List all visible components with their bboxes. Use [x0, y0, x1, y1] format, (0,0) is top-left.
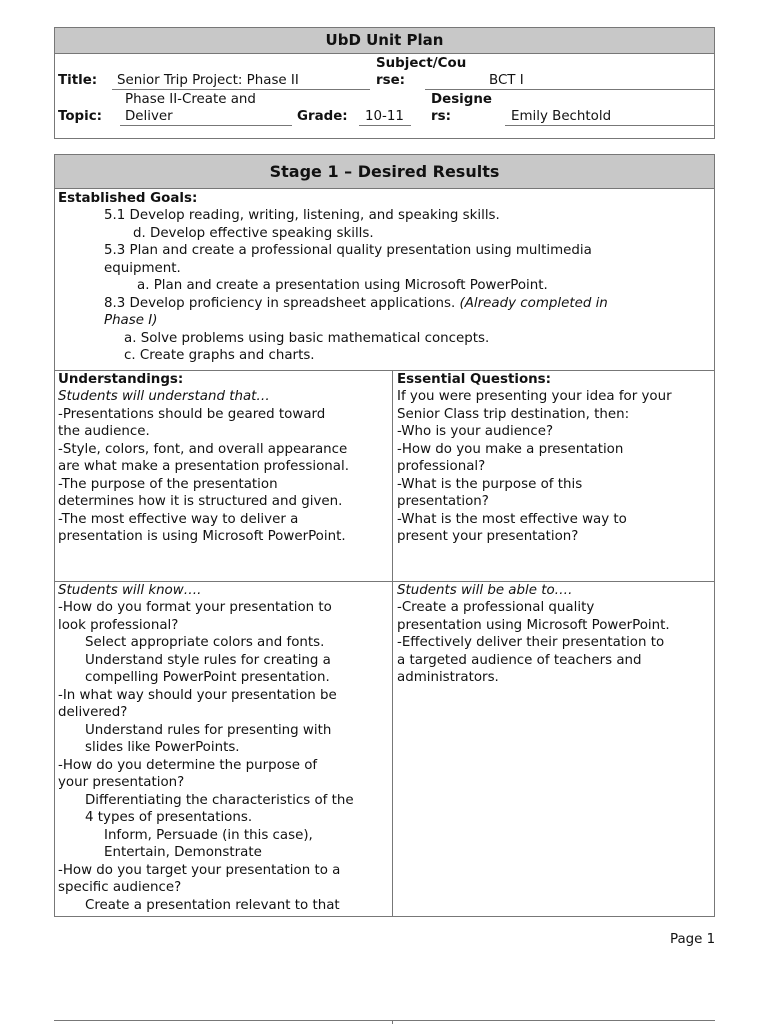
know-line: 4 types of presentations.: [85, 810, 253, 825]
understanding-line: -Style, colors, font, and overall appearance: [58, 442, 348, 457]
know-line: your presentation?: [58, 775, 185, 790]
next-page-table-edge: [54, 1020, 715, 1021]
know-line: -How do you format your presentation to: [58, 600, 332, 615]
goal-line: [104, 295, 608, 313]
designer-label-line1: Designe: [431, 92, 492, 107]
able-line: -Effectively deliver their presentation to: [397, 635, 665, 650]
goal-line-text: 8.3 Develop proficiency in spreadsheet applications.: [104, 296, 456, 311]
topic-value-line2: Deliver: [125, 109, 173, 124]
goal-line: a. Plan and create a presentation using Microsoft PowerPoint.: [137, 278, 548, 293]
able-line: -Create a professional quality: [397, 600, 595, 615]
essential-question-line: If you were presenting your idea for your: [397, 389, 672, 404]
page-number: Page 1: [670, 932, 716, 947]
know-line: Entertain, Demonstrate: [104, 845, 262, 860]
understanding-line: determines how it is structured and given.: [58, 494, 343, 509]
goal-line: Phase I): [104, 313, 158, 328]
know-line: delivered?: [58, 705, 128, 720]
goal-line: equipment.: [104, 261, 181, 276]
goal-line: 5.1 Develop reading, writing, listening, and speaking skills.: [104, 208, 500, 223]
able-line: presentation using Microsoft PowerPoint.: [397, 618, 670, 633]
subject-label-line1: Subject/Cou: [376, 56, 467, 71]
goal-line: 5.3 Plan and create a professional quality presentation using multimedia: [104, 243, 592, 258]
designer-value: Emily Bechtold: [511, 109, 612, 124]
grade-underline: [359, 125, 411, 126]
understanding-line: -The most effective way to deliver a: [58, 512, 299, 527]
essential-question-line: presentation?: [397, 494, 489, 509]
subject-value: BCT I: [489, 73, 524, 88]
know-line: look professional?: [58, 618, 179, 633]
designer-label-line2: rs:: [431, 109, 451, 124]
goal-line: a. Solve problems using basic mathematical concepts.: [124, 331, 490, 346]
know-line: -How do you target your presentation to a: [58, 863, 341, 878]
understanding-line: presentation is using Microsoft PowerPoint.: [58, 529, 346, 544]
understandings-intro: Students will understand that…: [58, 389, 270, 404]
essential-questions-heading: Essential Questions:: [397, 372, 551, 387]
grade-label: Grade:: [297, 109, 348, 124]
goal-line-note: (Already completed in: [459, 296, 608, 311]
know-line: Create a presentation relevant to that: [85, 898, 340, 913]
able-intro: Students will be able to….: [397, 583, 573, 598]
essential-question-line: -What is the purpose of this: [397, 477, 583, 492]
unit-plan-title: UbD Unit Plan: [325, 31, 444, 49]
able-line: administrators.: [397, 670, 499, 685]
know-line: Understand rules for presenting with: [85, 723, 332, 738]
goals-heading: Established Goals:: [58, 191, 198, 206]
able-line: a targeted audience of teachers and: [397, 653, 642, 668]
understanding-line: the audience.: [58, 424, 150, 439]
know-line: -In what way should your presentation be: [58, 688, 337, 703]
goal-line: c. Create graphs and charts.: [124, 348, 315, 363]
stage1-heading: Stage 1 – Desired Results: [269, 162, 500, 181]
next-page-column-divider: [392, 1020, 393, 1024]
know-intro: Students will know….: [58, 583, 202, 598]
essential-question-line: Senior Class trip destination, then:: [397, 407, 630, 422]
know-line: Differentiating the characteristics of the: [85, 793, 354, 808]
understandings-heading: Understandings:: [58, 372, 184, 387]
understanding-line: -Presentations should be geared toward: [58, 407, 326, 422]
title-label: Title:: [58, 73, 98, 88]
essential-question-line: -Who is your audience?: [397, 424, 554, 439]
essential-question-line: -How do you make a presentation: [397, 442, 624, 457]
goal-line: d. Develop effective speaking skills.: [133, 226, 374, 241]
know-line: compelling PowerPoint presentation.: [85, 670, 330, 685]
title-underline: [112, 89, 370, 90]
know-line: slides like PowerPoints.: [85, 740, 240, 755]
topic-label: Topic:: [58, 109, 103, 124]
subject-underline: [425, 89, 714, 90]
know-line: Inform, Persuade (in this case),: [104, 828, 313, 843]
know-line: Select appropriate colors and fonts.: [85, 635, 325, 650]
topic-value-line1: Phase II-Create and: [125, 92, 256, 107]
essential-question-line: -What is the most effective way to: [397, 512, 627, 527]
designer-underline: [505, 125, 714, 126]
grade-value: 10-11: [365, 109, 404, 124]
title-value: Senior Trip Project: Phase II: [117, 73, 299, 88]
subject-label-line2: rse:: [376, 73, 406, 88]
essential-question-line: present your presentation?: [397, 529, 579, 544]
know-line: specific audience?: [58, 880, 182, 895]
know-line: -How do you determine the purpose of: [58, 758, 318, 773]
understanding-line: are what make a presentation professional.: [58, 459, 349, 474]
topic-underline: [120, 125, 292, 126]
essential-question-line: professional?: [397, 459, 486, 474]
know-line: Understand style rules for creating a: [85, 653, 331, 668]
understanding-line: -The purpose of the presentation: [58, 477, 278, 492]
